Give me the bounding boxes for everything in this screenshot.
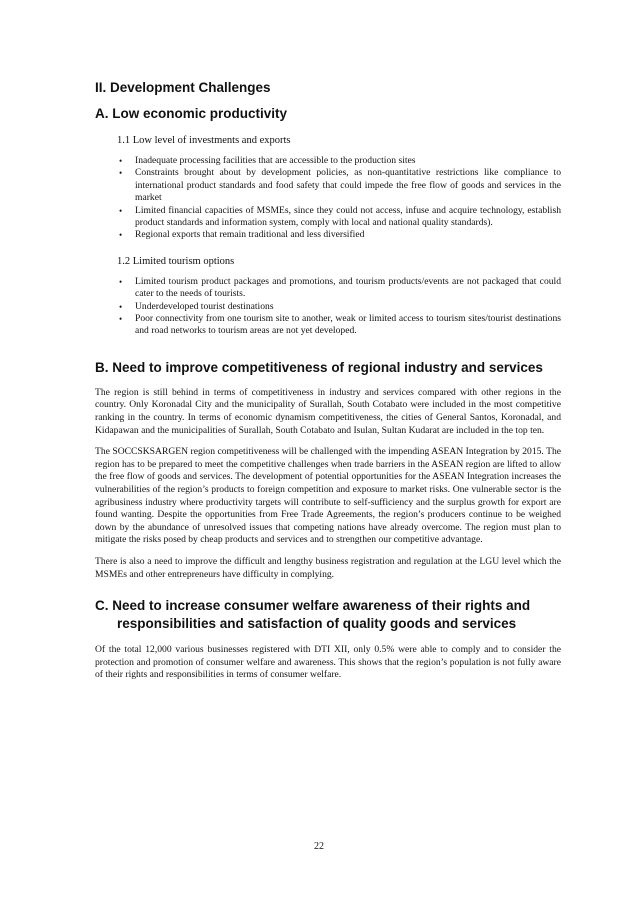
bullet-icon: •	[119, 276, 123, 287]
section-c-heading: C. Need to increase consumer welfare awareness of their rights and responsibilities and satisfaction of quality goods and services	[95, 598, 531, 632]
document-page	[95, 60, 561, 682]
bullet-icon: •	[119, 205, 123, 216]
list-item: • Regional exports that remain traditional and less diversified	[119, 229, 365, 241]
bullet-icon: •	[119, 156, 123, 166]
list-item: • Inadequate processing facilities that are accessible to the production sites	[119, 155, 416, 166]
list-item: • Underdeveloped tourist destinations	[119, 300, 274, 312]
section-c-paragraph: Of the total 12,000 various businesses registered with DTI XII, only 0.5% were able to comply and to consider the protection and promotion of consumer welfare and awareness. This shows that the region’s population is not fully aware of their rights and responsibilities in terms of consumer welfare.	[95, 644, 561, 681]
list-item: • Constraints brought about by development policies, as non-quantitative restrictions like compliance to international product standards and food safety that could impede the free flow of goods and services in the market	[119, 167, 561, 204]
section-b-paragraph-1: The region is still behind in terms of competitiveness in industry and services compared with other regions in the country. Only Koronadal City and the municipality of Surallah, South Cotabato were included in the most competitive ranking in the country. In terms of economic dynamism competitiveness, the cities of General Santos, Koronadal, and Kidapawan and the municipalities of Surallah, South Cotabato and Isulan, Sultan Kudarat are included in the top ten.	[95, 386, 561, 436]
section-b-paragraph-2: The SOCCSKSARGEN region competitiveness will be challenged with the impending ASEAN Integration by 2015. The region has to be prepared to meet the competitive challenges when trade barriers in the ASEAN region are lifted to allow the free flow of goods and services. The development of potential opportunities for the ASEAN Integration increases the vulnerabilities of the region’s products to foreign competition and exposure to market risks. One vulnerable sector is the agribusiness industry where productivity targets will contribute to self-sufficiency and the surplus growth for export are found wanting. Despite the opportunities from Free Trade Agreements, the region’s producers continue to be weighed down by the abundance of unresolved issues that competing nations have already overcome. The region must plan to mitigate the risks posed by cheap products and services and to strengthen our competitive advantage.	[95, 446, 561, 546]
subsection-1-2-bullet-list	[95, 276, 561, 338]
bullet-icon: •	[119, 314, 123, 325]
subsection-1-1-bullet-list	[95, 155, 561, 242]
section-title: II. Development Challenges	[95, 80, 271, 95]
bullet-icon: •	[119, 230, 123, 241]
list-item: • Limited financial capacities of MSMEs, since they could not access, infuse and acquire technology, establish product standards and information system, comply with local and national quality standards).	[119, 204, 561, 229]
section-a-heading: A. Low economic productivity	[95, 106, 288, 121]
subsection-1-1-title: 1.1 Low level of investments and exports	[117, 135, 291, 146]
list-item: • Poor connectivity from one tourism site to another, weak or limited access to tourism sites/tourist destinations and road networks to tourism areas are not yet developed.	[119, 313, 561, 337]
page-number: 22	[314, 841, 324, 852]
bullet-icon: •	[119, 301, 123, 312]
subsection-1-2-title: 1.2 Limited tourism options	[117, 255, 235, 267]
section-b-heading: B. Need to improve competitiveness of regional industry and services	[95, 359, 543, 375]
list-item: • Limited tourism product packages and promotions, and tourism products/events are not packaged that could cater to the needs of tourists.	[119, 275, 561, 300]
bullet-icon: •	[119, 168, 123, 179]
section-b-paragraph-3: There is also a need to improve the difficult and lengthy business registration and regulation at the LGU level which the MSMEs and other entrepreneurs have difficulty in complying.	[95, 556, 561, 580]
